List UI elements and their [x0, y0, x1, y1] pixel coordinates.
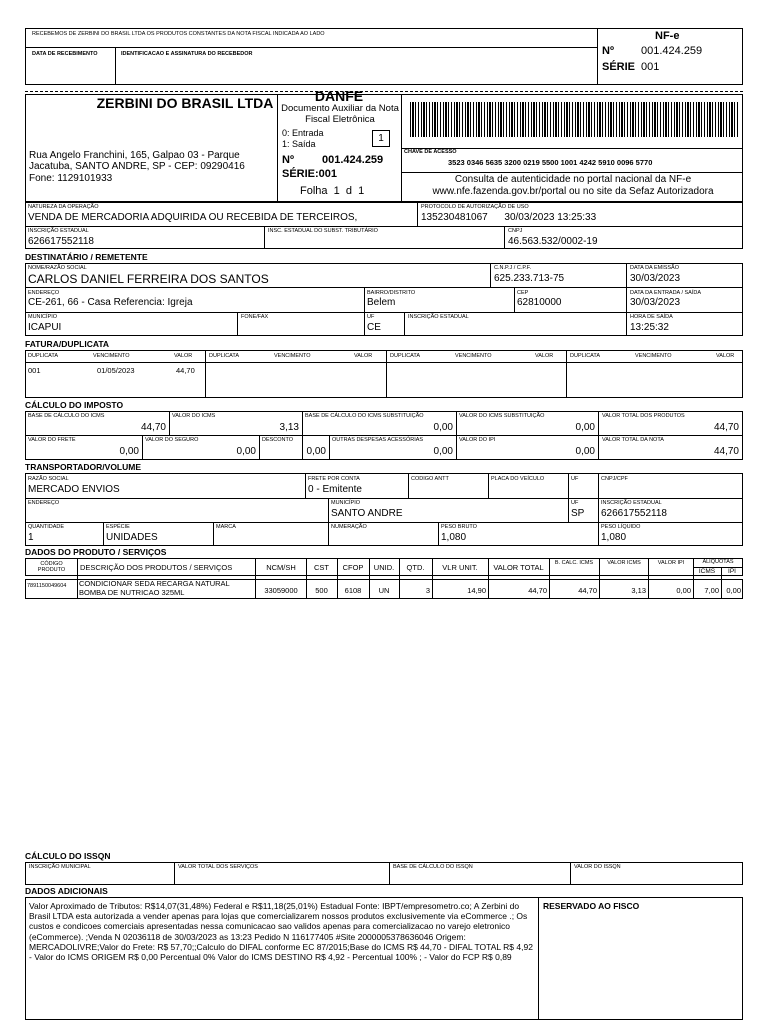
danfe-folha: Folha 1 d 1: [300, 185, 365, 197]
imp-vnota-label: VALOR TOTAL DA NOTA: [602, 437, 664, 443]
imp-ipi-label: VALOR DO IPI: [459, 437, 496, 443]
fat-h-dup-1: DUPLICATA: [28, 353, 59, 359]
issqn-vts-label: VALOR TOTAL DOS SERVIÇOS: [178, 864, 258, 870]
dest-emissao-label: DATA DA EMISSÃO: [630, 265, 680, 271]
chave-label: CHAVE DE ACESSO: [404, 149, 457, 155]
dest-municipio-label: MUNICÍPIO: [28, 314, 58, 320]
prod-h-vtotal: VALOR TOTAL: [493, 563, 544, 572]
iest-label: INSC. ESTADUAL DO SUBST. TRIBUTÁRIO: [268, 228, 378, 234]
imp-seguro-label: VALOR DO SEGURO: [145, 437, 199, 443]
danfe-saida: 1: Saída: [282, 139, 316, 149]
tr-cnpj-label: CNPJ/CPF: [601, 476, 628, 482]
tr-num-label: NUMERAÇÃO: [331, 524, 367, 530]
tr-esp-label: ESPÉCIE: [106, 524, 130, 530]
dest-hora-label: HORA DE SAÍDA: [630, 314, 673, 320]
tr-placa-label: PLACA DO VEÍCULO: [491, 476, 545, 482]
canhoto-text: RECEBEMOS DE ZERBINI DO BRASIL LTDA OS PRODUTOS CONSTANTES DA NOTA FISCAL INDICADA AO LADO: [32, 31, 325, 37]
reservado-fisco: RESERVADO AO FISCO: [543, 901, 640, 911]
emitente-address: Rua Angelo Franchini, 165, Galpao 03 - Parque Jacatuba, SANTO ANDRE, SP - CEP: 09290416: [29, 150, 245, 172]
canhoto-numero: 001.424.259: [641, 45, 703, 57]
imp-bc: 44,70: [140, 422, 166, 433]
tr-frete-label: FRETE POR CONTA: [308, 476, 360, 482]
adicionais-section: DADOS ADICIONAIS: [25, 886, 108, 896]
imp-bcst-label: BASE DE CÁLCULO DO ICMS SUBSTITUIÇÃO: [305, 413, 424, 419]
imp-ipi: 0,00: [575, 446, 595, 457]
issqn-bc-label: BASE DE CÁLCULO DO ISSQN: [393, 864, 473, 870]
prod-cfop: 6108: [344, 586, 362, 595]
imp-outras: 0,00: [433, 446, 453, 457]
danfe-entrada: 0: Entrada: [282, 128, 324, 138]
fat-h-venc-4: VENCIMENTO: [635, 353, 672, 359]
prod-h-vunit: VLR UNIT.: [442, 563, 478, 572]
dest-uf-label: UF: [367, 314, 375, 320]
natureza-label: NATUREZA DA OPERAÇÃO: [28, 204, 99, 210]
fat-dup: 001: [28, 366, 41, 375]
canhoto-nfe: NF-e: [655, 30, 680, 42]
fat-h-valor-4: VALOR: [716, 353, 735, 359]
natureza-value: VENDA DE MERCADORIA ADQUIRIDA OU RECEBIDA DE TERCEIROS,: [28, 212, 358, 223]
prod-qtd: 3: [425, 586, 430, 595]
prod-vunit: 14,90: [467, 586, 486, 595]
imp-seguro: 0,00: [236, 446, 256, 457]
fat-h-dup-3: DUPLICATA: [390, 353, 421, 359]
imp-desc: 0,00: [306, 446, 326, 457]
dest-cpf-label: C.N.P.J / C.P.F.: [494, 265, 532, 271]
prod-h-qtd: QTD.: [406, 563, 425, 572]
dest-emissao: 30/03/2023: [630, 273, 681, 284]
imp-outras-label: OUTRAS DESPESAS ACESSÓRIAS: [332, 437, 424, 443]
prod-h-cfop: CFOP: [342, 563, 364, 572]
fat-valor: 44,70: [176, 366, 195, 375]
imp-vst: 0,00: [575, 422, 595, 433]
prod-vtotal: 44,70: [528, 586, 547, 595]
dest-municipio: ICAPUI: [28, 322, 62, 333]
prod-aicms: 7,00: [704, 586, 719, 595]
emitente-phone: Fone: 1129101933: [29, 173, 113, 184]
tr-end-label: ENDEREÇO: [28, 500, 60, 506]
tr-razao: MERCADO ENVIOS: [28, 484, 120, 495]
issqn-v-label: VALOR DO ISSQN: [574, 864, 621, 870]
tr-pl-label: PESO LÍQUIDO: [601, 524, 641, 530]
prod-cst: 500: [315, 586, 328, 595]
prod-unid: UN: [378, 586, 390, 595]
emitente-name: ZERBINI DO BRASIL LTDA: [96, 95, 274, 111]
issqn-section: CÁLCULO DO ISSQN: [25, 851, 111, 861]
imp-frete-label: VALOR DO FRETE: [28, 437, 76, 443]
imp-vst-label: VALOR DO ICMS SUBSTITUIÇÃO: [459, 413, 545, 419]
imp-vicms: 3,13: [279, 422, 299, 433]
canhoto-ident-label: IDENTIFICACAO E ASSINATURA DO RECEBEDOR: [121, 51, 253, 57]
imposto-section: CÁLCULO DO IMPOSTO: [25, 400, 124, 410]
imp-bc-label: BASE DE CÁLCULO DO ICMS: [28, 413, 105, 419]
tr-razao-label: RAZÃO SOCIAL: [28, 476, 69, 482]
fat-h-venc-3: VENCIMENTO: [455, 353, 492, 359]
imp-desc-label: DESCONTO: [262, 437, 294, 443]
imp-frete: 0,00: [119, 446, 139, 457]
issqn-box: [25, 862, 743, 885]
danfe-numero: 001.424.259: [322, 154, 384, 166]
prod-h-cod: CÓDIGO PRODUTO: [37, 561, 66, 573]
tr-pb-label: PESO BRUTO: [441, 524, 477, 530]
tr-marca-label: MARCA: [216, 524, 236, 530]
prod-h-aliq: ALÍQUOTAS: [702, 559, 734, 565]
tr-mun: SANTO ANDRE: [331, 508, 403, 519]
ie-value: 626617552118: [28, 236, 94, 247]
imp-bcst: 0,00: [433, 422, 453, 433]
fat-h-venc-1: VENCIMENTO: [93, 353, 130, 359]
chave-value: 3523 0346 5635 3200 0219 5500 1001 4242 5910 0096 5770: [448, 158, 653, 167]
barcode: [410, 102, 740, 137]
dest-cpf: 625.233.713-75: [494, 273, 565, 284]
tr-qtd: 1: [28, 532, 34, 543]
tr-mun-label: MUNICÍPIO: [331, 500, 361, 506]
danfe-numero-label: Nº: [282, 154, 294, 166]
tr-esp: UNIDADES: [106, 532, 158, 543]
tr-uf2: SP: [571, 508, 585, 519]
danfe-tipo: 1: [372, 130, 390, 147]
dest-entrada: 30/03/2023: [630, 297, 681, 308]
fat-h-valor-1: VALOR: [174, 353, 193, 359]
prod-cod: 7891150049604: [27, 583, 67, 589]
protocolo-label: PROTOCOLO DE AUTORIZAÇÃO DE USO: [421, 204, 529, 210]
prod-vicms: 3,13: [631, 586, 646, 595]
prod-desc: CONDICIONAR SEDA RECARGA NATURAL BOMBA DE NUTRICAO 325ML: [79, 579, 230, 597]
prod-h-aipi: IPI: [728, 568, 736, 575]
destinatario-section: DESTINATÁRIO / REMETENTE: [25, 252, 148, 262]
transporte-section: TRANSPORTADOR/VOLUME: [25, 462, 142, 472]
prod-h-vicms: VALOR ICMS: [607, 560, 641, 566]
cnpj-label: CNPJ: [508, 228, 523, 234]
imp-vnota: 44,70: [713, 446, 739, 457]
fat-h-dup-2: DUPLICATA: [209, 353, 240, 359]
canhoto-serie-label: SÉRIE: [602, 61, 636, 73]
tr-ie: 626617552118: [601, 508, 667, 519]
canhoto-serie: 001: [641, 61, 660, 73]
dest-cep-label: CEP: [517, 290, 529, 296]
fat-h-dup-4: DUPLICATA: [570, 353, 601, 359]
fat-h-venc-2: VENCIMENTO: [274, 353, 311, 359]
ie-label: INSCRIÇÃO ESTADUAL: [28, 228, 89, 234]
prod-h-bc: B. CALC. ICMS: [554, 560, 594, 566]
dest-cep: 62810000: [517, 297, 562, 308]
dest-ie-label: INSCRIÇÃO ESTADUAL: [408, 314, 469, 320]
dest-nome-label: NOME/RAZÃO SOCIAL: [28, 265, 87, 271]
prod-ncm: 33059000: [264, 586, 298, 595]
prod-h-vipi: VALOR IPI: [657, 560, 685, 566]
fat-venc: 01/05/2023: [97, 366, 135, 375]
tr-frete: 0 - Emitente: [308, 484, 362, 495]
prod-h-cst: CST: [314, 563, 329, 572]
issqn-im-label: INSCRIÇÃO MUNICIPAL: [29, 864, 91, 870]
danfe-subtitle: Documento Auxiliar da Nota Fiscal Eletrônica: [281, 103, 399, 125]
tr-uf-label: UF: [571, 476, 579, 482]
protocolo-value: 135230481067 30/03/2023 13:25:33: [421, 212, 597, 223]
prod-bc: 44,70: [578, 586, 597, 595]
prod-h-unid: UNID.: [373, 563, 395, 572]
imp-vicms-label: VALOR DO ICMS: [172, 413, 216, 419]
prod-vipi: 0,00: [676, 586, 691, 595]
imp-vprod: 44,70: [713, 422, 739, 433]
dest-hora: 13:25:32: [630, 322, 669, 333]
dest-bairro: Belem: [367, 297, 396, 308]
produtos-section: DADOS DO PRODUTO / SERVIÇOS: [25, 547, 167, 557]
tr-uf2-label: UF: [571, 500, 579, 506]
tr-pl: 1,080: [601, 532, 627, 543]
prod-h-aicms: ICMS: [698, 568, 716, 575]
fatura-section: FATURA/DUPLICATA: [25, 339, 110, 349]
dest-fone-label: FONE/FAX: [241, 314, 269, 320]
tr-antt-label: CODIGO ANTT: [411, 476, 449, 482]
prod-h-ncm: NCM/SH: [266, 563, 296, 572]
cnpj-value: 46.563.532/0002-19: [508, 236, 598, 247]
dest-uf: CE: [367, 322, 381, 333]
dest-bairro-label: BAIRRO/DISTRITO: [367, 290, 416, 296]
dest-entrada-label: DATA DA ENTRADA / SAÍDA: [630, 290, 702, 296]
dest-endereco: CE-261, 66 - Casa Referencia: Igreja: [28, 297, 193, 308]
tr-qtd-label: QUANTIDADE: [28, 524, 65, 530]
danfe-serie: SÉRIE:001: [282, 168, 338, 180]
canhoto-numero-label: Nº: [602, 45, 614, 57]
prod-aipi: 0,00: [726, 586, 741, 595]
tr-ie-label: INSCRIÇÃO ESTADUAL: [601, 500, 662, 506]
canhoto-data-label: DATA DE RECEBIMENTO: [32, 51, 98, 57]
chave-consulta: Consulta de autenticidade no portal nacional da NF-e www.nfe.fazenda.gov.br/portal ou no site da Sefaz Autorizadora: [432, 174, 714, 197]
danfe-title: DANFE: [314, 88, 364, 104]
fat-h-valor-2: VALOR: [354, 353, 373, 359]
dest-endereco-label: ENDEREÇO: [28, 290, 60, 296]
fat-h-valor-3: VALOR: [535, 353, 554, 359]
adicionais-text: Valor Aproximado de Tributos: R$14,07(31,48%) Federal e R$11,18(25,01%) Estadual Fonte: IBPT/empresometro.co; A Zerbini do Brasil LTDA esta autorizada a vender apenas para lojas que comercializarem nossos produtos exclusivemente via eCommerce .; Os custos e condicoes comerciais apresentadas nessa comunicacao sao validos apenas para comercializacao no varejo eletronico (eCommerce). ;Venda N 02036118 de 30/03/2023 as 13:23 Pedido N 116177405 #Site 2000005378636046 Origem: MERCADOLIVRE;Valor do Frete: R$ 57,70;;Calculo do DIFAL conforme EC 87/2015;Base do ICMS R$ 44,70 - DIFAL TOTAL R$ 4,92 - Valor do ICMS ORIGEM R$ 0,00 Percentual 0% Valor do ICMS DESTINO R$ 4,92 - Percentual 100% ; - Valor do FCP R$ 0,89: [29, 901, 533, 963]
dest-nome: CARLOS DANIEL FERREIRA DOS SANTOS: [28, 272, 269, 286]
imp-vprod-label: VALOR TOTAL DOS PRODUTOS: [602, 413, 685, 419]
tr-pb: 1,080: [441, 532, 467, 543]
prod-h-desc: DESCRIÇÃO DOS PRODUTOS / SERVIÇOS: [80, 563, 233, 572]
